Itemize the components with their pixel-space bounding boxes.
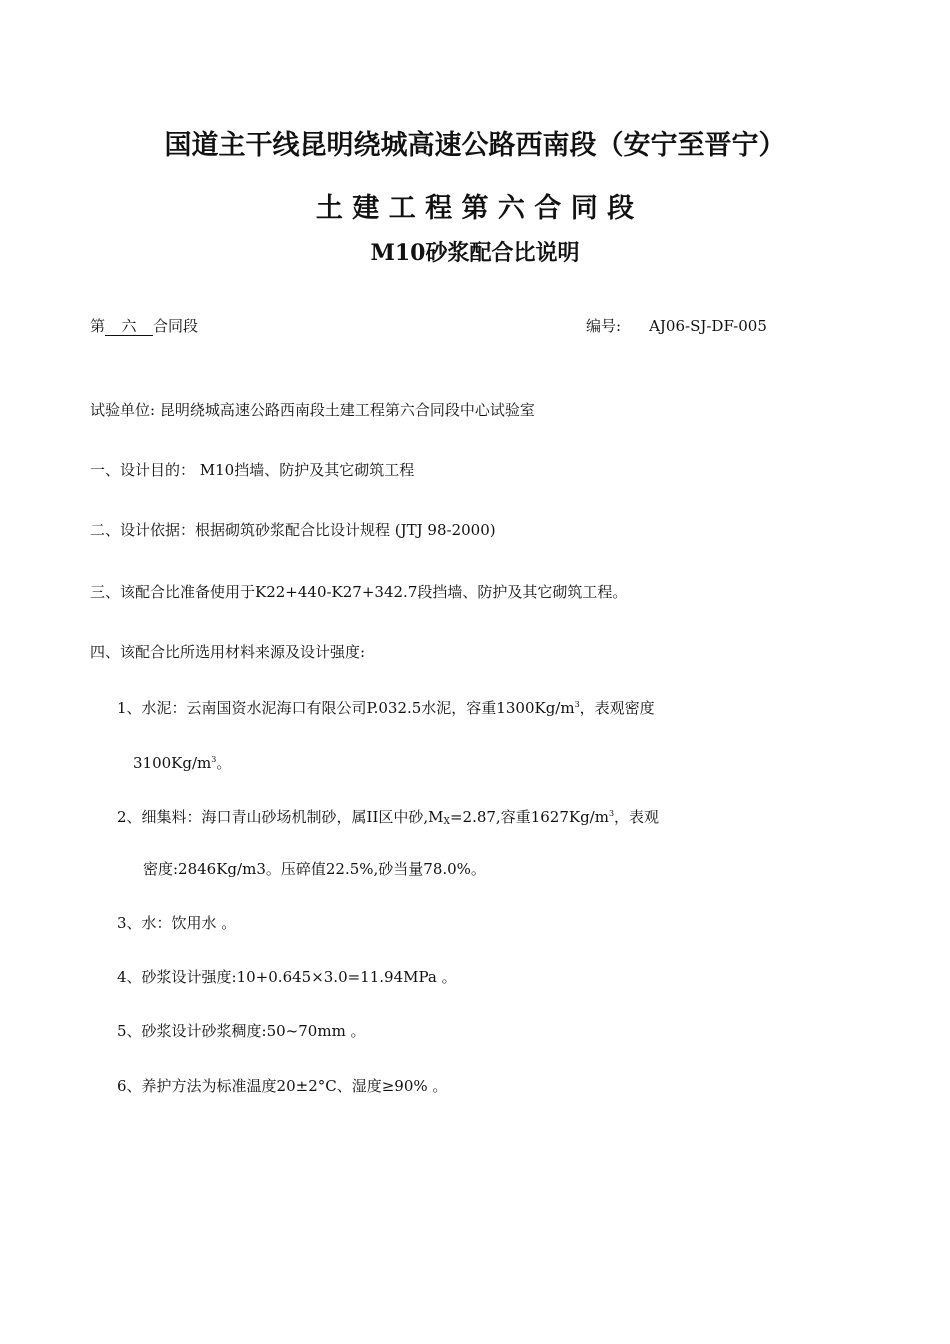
contract-number: 六 [105,317,153,336]
consistency-line: 5、砂浆设计砂浆稠度:50~70mm 。 [117,1022,366,1040]
design-strength-line: 4、砂浆设计强度:10+0.645×3.0=11.94MPa 。 [117,968,457,986]
fine-aggregate-density-line: 密度:2846Kg/m3。压碎值22.5%,砂当量78.0%。 [143,860,486,878]
cement-density-line [133,749,231,774]
fine-aggregate-tail: ，表观 [614,808,660,826]
cement-density-text: 3100Kg/m [133,754,212,772]
contract-suffix: 合同段 [153,317,199,335]
document-code-line [586,315,767,337]
fine-aggregate-line [117,803,659,833]
fine-aggregate-mid: =2.87,容重1627Kg/m [449,808,609,826]
design-purpose-line: 一、设计目的： M10挡墙、防护及其它砌筑工程 [90,461,415,479]
fine-aggregate-text: 2、细集料：海口青山砂场机制砂，属II区中砂,M [117,808,444,826]
document-title-subject: M10砂浆配合比说明 [370,240,580,266]
document-title-section: 土 建 工 程 第 六 合 同 段 [315,193,635,224]
water-item-line: 3、水：饮用水 。 [117,914,237,932]
materials-heading-line: 四、该配合比所选用材料来源及设计强度: [90,643,366,661]
cement-density-tail: 。 [216,754,232,772]
cement-item-line [117,694,655,719]
cement-density-exponent: 3 [211,755,217,764]
fineness-subscript: X [443,817,450,827]
contract-prefix: 第 [90,317,106,335]
cement-unit-exponent: 3 [574,700,580,709]
usage-range-line: 三、该配合比准备使用于K22+440-K27+342.7段挡墙、防护及其它砌筑工程。 [90,583,628,601]
fine-aggregate-exponent: 3 [608,809,615,818]
document-title-project: 国道主干线昆明绕城高速公路西南段（安宁至晋宁） [164,130,786,161]
curing-method-line: 6、养护方法为标准温度20±2°C、湿度≥90% 。 [117,1077,448,1095]
design-basis-line: 二、设计依据：根据砌筑砂浆配合比设计规程 (JTJ 98-2000) [90,521,496,539]
document-code-label: 编号: [586,317,622,335]
contract-section-line [90,315,198,337]
cement-item-text: 1、水泥：云南国资水泥海口有限公司P.032.5水泥，容重1300Kg/m [117,699,575,717]
test-unit-line: 试验单位: 昆明绕城高速公路西南段土建工程第六合同段中心试验室 [90,401,535,419]
cement-item-tail: ，表观密度 [579,699,655,717]
document-code-value: AJ06-SJ-DF-005 [649,317,767,335]
